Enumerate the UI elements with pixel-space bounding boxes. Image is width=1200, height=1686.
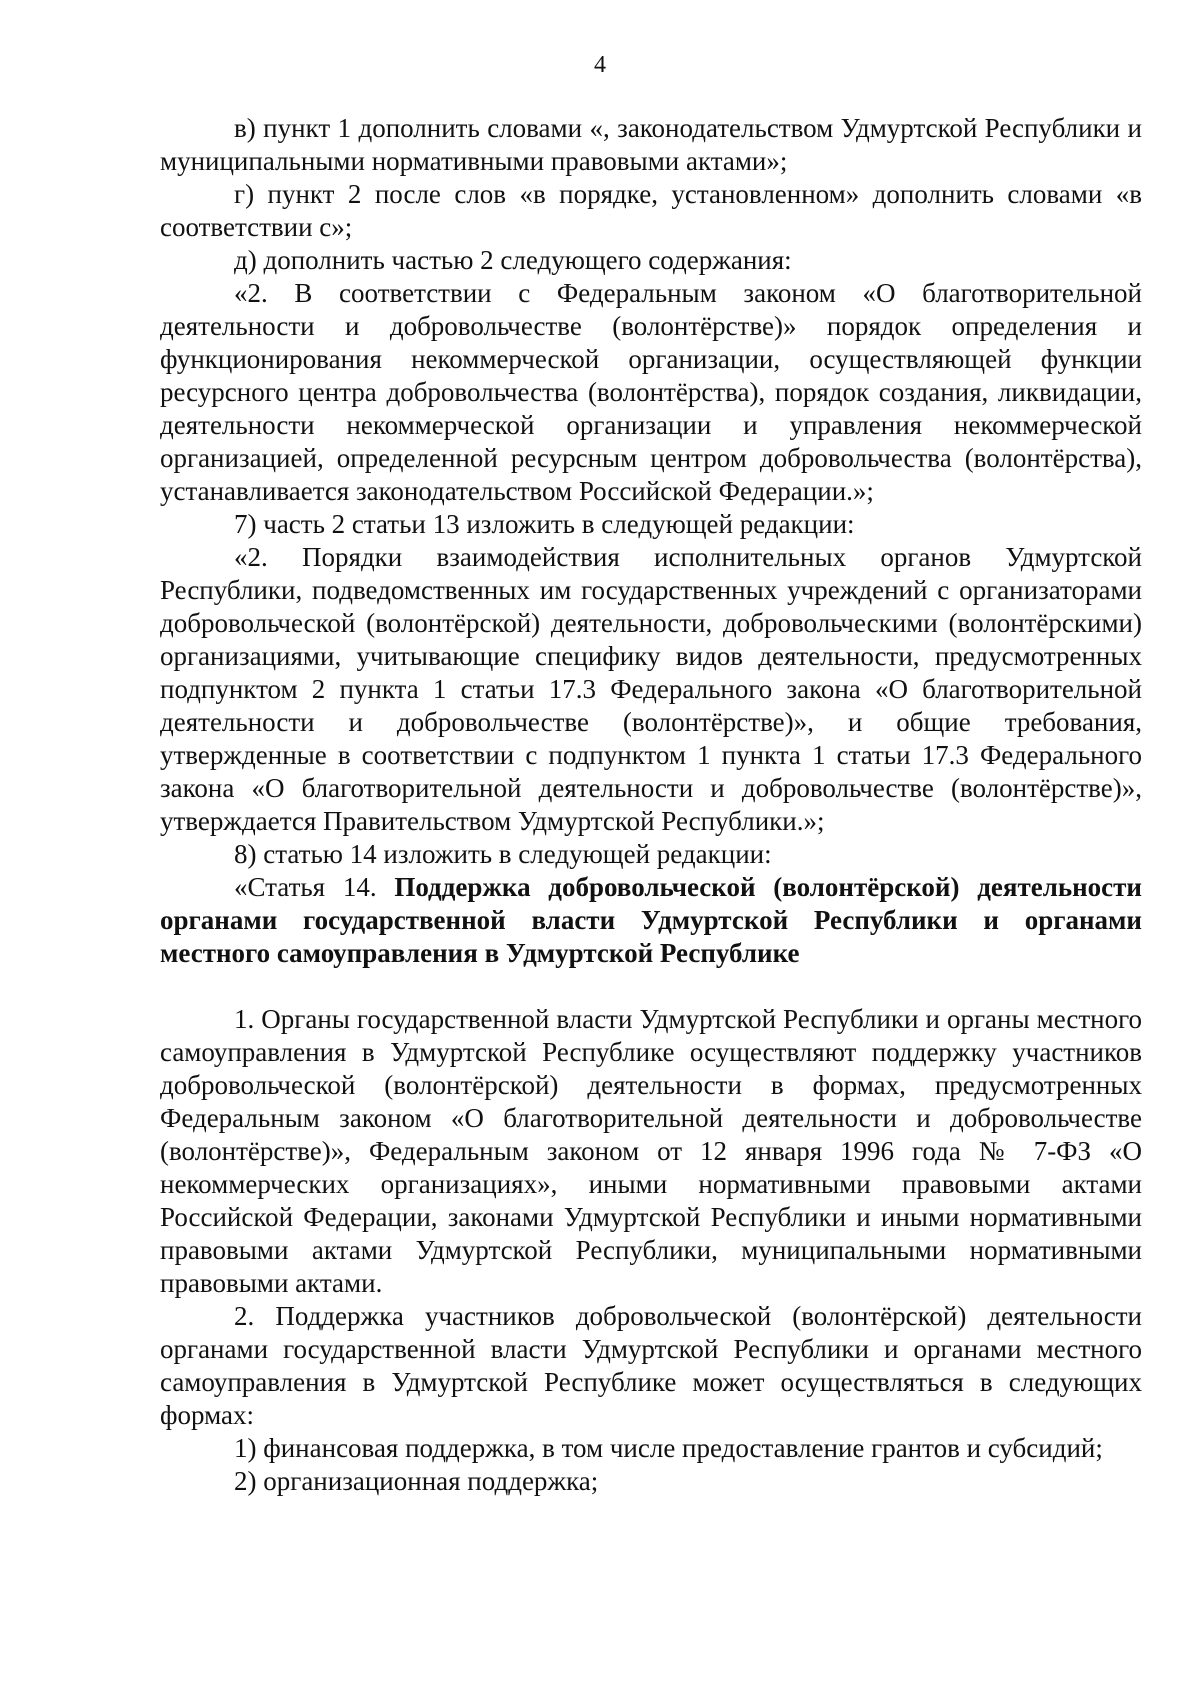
article-title: Поддержка добровольческой (волонтёрской) деятельности органами государственной власти Удмуртской Республики и органами местного самоуправления в Удмуртской Республике: [160, 872, 1142, 968]
article-prefix: «Статья 14.: [234, 872, 395, 902]
article-heading: [160, 871, 1142, 970]
paragraph-part-2-resource-center: «2. В соответствии с Федеральным законом «О благотворительной деятельности и добровольчестве (волонтёрстве)» порядок определения и функционирования некоммерческой организации, осуществляющей функции ресурсного центра добровольчества (волонтёрства), порядок создания, ликвидации, деятельности некоммерческой организации и управления некоммерческой организацией, определенной ресурсным центром добровольчества (волонтёрства), устанавливается законодательством Российской Федерации.»;: [160, 278, 1142, 506]
paragraph-amend-d: д) дополнить частью 2 следующего содержания:: [234, 245, 792, 275]
article-paragraph-1: 1. Органы государственной власти Удмуртской Республики и органы местного самоуправления в Удмуртской Республике осуществляют поддержку участников добровольческой (волонтёрской) деятельности в формах, предусмотренных Федеральным законом «О благотворительной деятельности и добровольчестве (волонтёрстве)», Федеральным законом от 12 января 1996 года № 7-ФЗ «О некоммерческих организациях», иными нормативными правовыми актами Российской Федерации, законами Удмуртской Республики и иными нормативными правовыми актами Удмуртской Республики, муниципальными нормативными правовыми актами.: [160, 1004, 1142, 1298]
paragraph-amend-v: в) пункт 1 дополнить словами «, законодательством Удмуртской Республики и муниципальными нормативными правовыми актами»;: [160, 113, 1142, 176]
page-number: 4: [594, 52, 606, 78]
article-paragraph-2: 2. Поддержка участников добровольческой (волонтёрской) деятельности органами государственной власти Удмуртской Республики и органами местного самоуправления в Удмуртской Республике может осуществляться в следующих формах:: [160, 1301, 1142, 1430]
paragraph-part-2-interaction: «2. Порядки взаимодействия исполнительных органов Удмуртской Республики, подведомственных им государственных учреждений с организаторами добровольческой (волонтёрской) деятельности, добровольческими (волонтёрскими) организациями, учитывающие специфику видов деятельности, предусмотренных подпунктом 2 пункта 1 статьи 17.3 Федерального закона «О благотворительной деятельности и добровольчестве (волонтёрстве)», и общие требования, утвержденные в соответствии с подпунктом 1 пункта 1 статьи 17.3 Федерального закона «О благотворительной деятельности и добровольчестве (волонтёрстве)», утверждается Правительством Удмуртской Республики.»;: [160, 542, 1142, 836]
paragraph-item-7: 7) часть 2 статьи 13 изложить в следующей редакции:: [234, 509, 855, 539]
article-paragraph-2-item-1: 1) финансовая поддержка, в том числе предоставление грантов и субсидий;: [234, 1433, 1103, 1463]
document-body: [160, 112, 1142, 1498]
paragraph-item-8: 8) статью 14 изложить в следующей редакции:: [234, 839, 772, 869]
paragraph-amend-g: г) пункт 2 после слов «в порядке, установленном» дополнить словами «в соответствии с»;: [160, 179, 1142, 242]
article-paragraph-2-item-2: 2) организационная поддержка;: [234, 1466, 599, 1496]
